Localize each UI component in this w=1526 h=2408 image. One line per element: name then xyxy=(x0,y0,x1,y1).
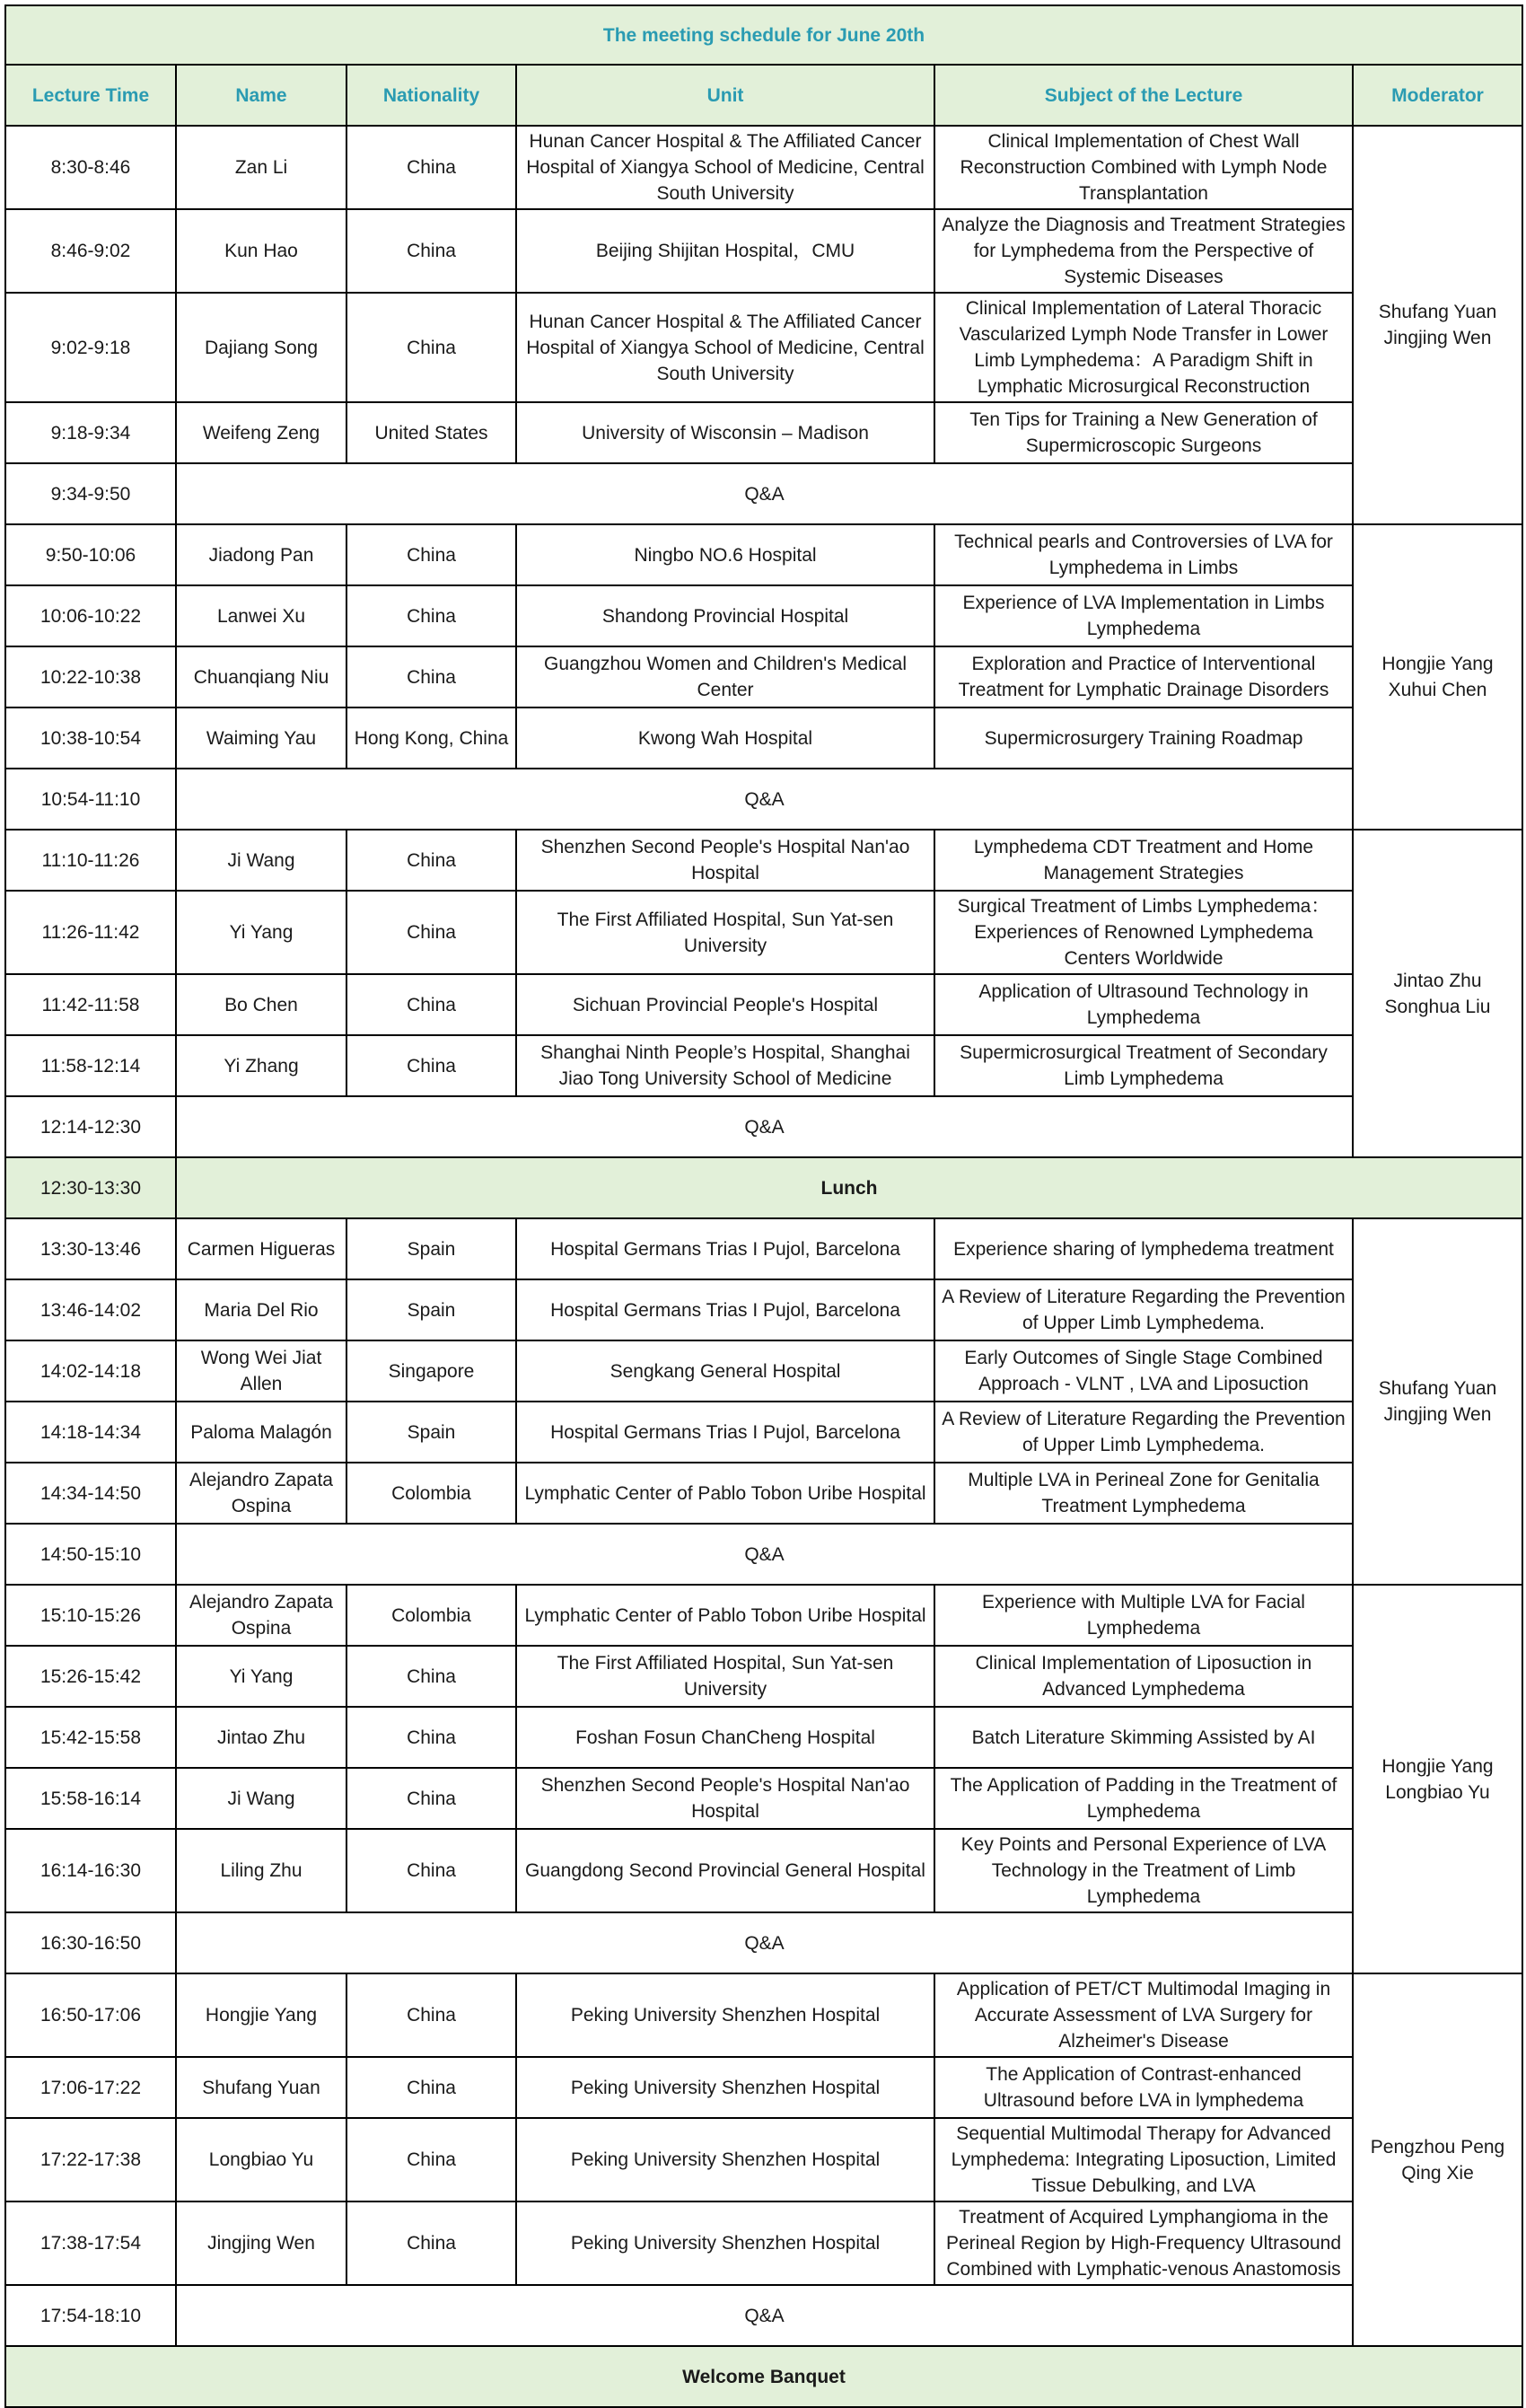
moderator-name: Xuhui Chen xyxy=(1388,680,1487,700)
speaker-unit: Peking University Shenzhen Hospital xyxy=(516,2201,934,2285)
moderator-name: Jintao Zhu xyxy=(1393,970,1482,991)
lecture-subject: Exploration and Practice of Interventional Treatment for Lymphatic Drainage Disorders xyxy=(934,646,1353,707)
lecture-subject: Batch Literature Skimming Assisted by AI xyxy=(934,1707,1353,1768)
speaker-unit: The First Affiliated Hospital, Sun Yat-sen University xyxy=(516,891,934,974)
qa-time: 17:54-18:10 xyxy=(5,2285,176,2346)
moderator-cell xyxy=(1353,830,1522,1157)
speaker-name: Wong Wei Jiat Allen xyxy=(176,1340,346,1402)
banquet-label: Welcome Banquet xyxy=(5,2346,1522,2407)
lecture-time: 17:06-17:22 xyxy=(5,2057,176,2118)
table-row xyxy=(5,1646,1522,1707)
lecture-subject: Key Points and Personal Experience of LVA Technology in the Treatment of Limb Lymphedema xyxy=(934,1829,1353,1912)
speaker-unit: Guangzhou Women and Children's Medical Center xyxy=(516,646,934,707)
moderator-name: Hongjie Yang xyxy=(1381,1755,1494,1777)
speaker-unit: Ningbo NO.6 Hospital xyxy=(516,524,934,585)
lecture-time: 10:06-10:22 xyxy=(5,585,176,646)
lecture-time: 17:38-17:54 xyxy=(5,2201,176,2285)
speaker-nationality: China xyxy=(346,126,516,209)
qa-time: 14:50-15:10 xyxy=(5,1524,176,1585)
lecture-subject: A Review of Literature Regarding the Prevention of Upper Limb Lymphedema. xyxy=(934,1279,1353,1340)
lecture-subject: Surgical Treatment of Limbs Lymphedema：Experiences of Renowned Lymphedema Centers Worldwide xyxy=(934,891,1353,974)
speaker-name: Lanwei Xu xyxy=(176,585,346,646)
lecture-time: 10:22-10:38 xyxy=(5,646,176,707)
table-row xyxy=(5,585,1522,646)
speaker-unit: Peking University Shenzhen Hospital xyxy=(516,2057,934,2118)
lecture-time: 8:30-8:46 xyxy=(5,126,176,209)
qa-time: 9:34-9:50 xyxy=(5,463,176,524)
speaker-nationality: China xyxy=(346,1768,516,1829)
lecture-time: 15:58-16:14 xyxy=(5,1768,176,1829)
speaker-unit: Shenzhen Second People's Hospital Nan'ao Hospital xyxy=(516,830,934,891)
speaker-name: Liling Zhu xyxy=(176,1829,346,1912)
header-nationality: Nationality xyxy=(346,65,516,126)
speaker-nationality: Colombia xyxy=(346,1463,516,1524)
speaker-unit: Shandong Provincial Hospital xyxy=(516,585,934,646)
table-row xyxy=(5,974,1522,1035)
lecture-subject: A Review of Literature Regarding the Prevention of Upper Limb Lymphedema. xyxy=(934,1402,1353,1463)
lecture-subject: Sequential Multimodal Therapy for Advanced Lymphedema: Integrating Liposuction, Limited Tissue Debulking, and LVA xyxy=(934,2118,1353,2201)
speaker-nationality: China xyxy=(346,2201,516,2285)
lecture-subject: Multiple LVA in Perineal Zone for Genitalia Treatment Lymphedema xyxy=(934,1463,1353,1524)
speaker-nationality: China xyxy=(346,585,516,646)
table-row xyxy=(5,1218,1522,1279)
header-lecture-time: Lecture Time xyxy=(5,65,176,126)
speaker-unit: Sichuan Provincial People's Hospital xyxy=(516,974,934,1035)
speaker-nationality: China xyxy=(346,830,516,891)
speaker-name: Hongjie Yang xyxy=(176,1973,346,2057)
lecture-time: 11:42-11:58 xyxy=(5,974,176,1035)
moderator-cell xyxy=(1353,1218,1522,1585)
table-row xyxy=(5,1973,1522,2057)
speaker-nationality: China xyxy=(346,524,516,585)
header-name: Name xyxy=(176,65,346,126)
table-row xyxy=(5,646,1522,707)
speaker-name: Maria Del Rio xyxy=(176,1279,346,1340)
table-row xyxy=(5,1585,1522,1646)
speaker-unit: Hunan Cancer Hospital & The Affiliated Cancer Hospital of Xiangya School of Medicine, Central South University xyxy=(516,126,934,209)
speaker-name: Carmen Higueras xyxy=(176,1218,346,1279)
speaker-unit: The First Affiliated Hospital, Sun Yat-sen University xyxy=(516,1646,934,1707)
lecture-subject: Experience sharing of lymphedema treatment xyxy=(934,1218,1353,1279)
speaker-name: Kun Hao xyxy=(176,209,346,293)
speaker-nationality: Spain xyxy=(346,1218,516,1279)
speaker-nationality: China xyxy=(346,2057,516,2118)
table-row xyxy=(5,1768,1522,1829)
speaker-name: Zan Li xyxy=(176,126,346,209)
lecture-subject: Clinical Implementation of Chest Wall Reconstruction Combined with Lymph Node Transplantation xyxy=(934,126,1353,209)
table-row xyxy=(5,293,1522,402)
speaker-name: Waiming Yau xyxy=(176,707,346,769)
qa-row xyxy=(5,1524,1522,1585)
lecture-subject: Experience of LVA Implementation in Limbs Lymphedema xyxy=(934,585,1353,646)
lecture-time: 14:18-14:34 xyxy=(5,1402,176,1463)
lecture-subject: Clinical Implementation of Lateral Thoracic Vascularized Lymph Node Transfer in Lower Limb Lymphedema：A Paradigm Shift in Lymphatic Microsurgical Reconstruction xyxy=(934,293,1353,402)
speaker-nationality: Singapore xyxy=(346,1340,516,1402)
table-row xyxy=(5,891,1522,974)
table-row xyxy=(5,1402,1522,1463)
table-row xyxy=(5,1707,1522,1768)
qa-row xyxy=(5,1096,1522,1157)
header-row xyxy=(5,65,1522,126)
speaker-nationality: Colombia xyxy=(346,1585,516,1646)
lecture-time: 13:30-13:46 xyxy=(5,1218,176,1279)
speaker-nationality: China xyxy=(346,1035,516,1096)
lecture-time: 15:10-15:26 xyxy=(5,1585,176,1646)
speaker-unit: Guangdong Second Provincial General Hospital xyxy=(516,1829,934,1912)
qa-label: Q&A xyxy=(176,1912,1353,1973)
table-row xyxy=(5,2057,1522,2118)
qa-time: 12:14-12:30 xyxy=(5,1096,176,1157)
lecture-time: 15:26-15:42 xyxy=(5,1646,176,1707)
qa-time: 10:54-11:10 xyxy=(5,769,176,830)
speaker-name: Jintao Zhu xyxy=(176,1707,346,1768)
table-row xyxy=(5,707,1522,769)
lecture-subject: Experience with Multiple LVA for Facial Lymphedema xyxy=(934,1585,1353,1646)
qa-row xyxy=(5,463,1522,524)
moderator-name: Longbiao Yu xyxy=(1385,1781,1490,1803)
qa-label: Q&A xyxy=(176,769,1353,830)
speaker-unit: Hospital Germans Trias I Pujol, Barcelona xyxy=(516,1218,934,1279)
lecture-time: 11:26-11:42 xyxy=(5,891,176,974)
lecture-time: 8:46-9:02 xyxy=(5,209,176,293)
speaker-nationality: China xyxy=(346,891,516,974)
speaker-name: Ji Wang xyxy=(176,1768,346,1829)
lecture-subject: Application of Ultrasound Technology in Lymphedema xyxy=(934,974,1353,1035)
lecture-time: 10:38-10:54 xyxy=(5,707,176,769)
qa-label: Q&A xyxy=(176,1524,1353,1585)
speaker-unit: Beijing Shijitan Hospital，CMU xyxy=(516,209,934,293)
table-row xyxy=(5,2118,1522,2201)
moderator-name: Hongjie Yang xyxy=(1381,654,1494,674)
lecture-time: 9:02-9:18 xyxy=(5,293,176,402)
table-row xyxy=(5,1463,1522,1524)
moderator-cell xyxy=(1353,1585,1522,1973)
speaker-unit: Kwong Wah Hospital xyxy=(516,707,934,769)
moderator-name: Pengzhou Peng xyxy=(1370,2136,1505,2158)
speaker-name: Yi Yang xyxy=(176,1646,346,1707)
lunch-row xyxy=(5,1157,1522,1218)
table-row xyxy=(5,1035,1522,1096)
qa-label: Q&A xyxy=(176,2285,1353,2346)
lecture-time: 16:50-17:06 xyxy=(5,1973,176,2057)
schedule-body xyxy=(5,126,1522,2407)
moderator-cell xyxy=(1353,126,1522,524)
speaker-nationality: Spain xyxy=(346,1402,516,1463)
lecture-time: 11:58-12:14 xyxy=(5,1035,176,1096)
lecture-subject: Treatment of Acquired Lymphangioma in the Perineal Region by High-Frequency Ultrasound Combined with Lymphatic-venous Anastomosis xyxy=(934,2201,1353,2285)
speaker-name: Paloma Malagón xyxy=(176,1402,346,1463)
lecture-subject: Analyze the Diagnosis and Treatment Strategies for Lymphedema from the Perspective of Systemic Diseases xyxy=(934,209,1353,293)
qa-label: Q&A xyxy=(176,1096,1353,1157)
lecture-subject: Ten Tips for Training a New Generation of Supermicroscopic Surgeons xyxy=(934,402,1353,463)
speaker-unit: Peking University Shenzhen Hospital xyxy=(516,2118,934,2201)
lecture-time: 17:22-17:38 xyxy=(5,2118,176,2201)
speaker-name: Weifeng Zeng xyxy=(176,402,346,463)
speaker-nationality: China xyxy=(346,646,516,707)
page-title: The meeting schedule for June 20th xyxy=(5,5,1522,65)
qa-row xyxy=(5,769,1522,830)
qa-label: Q&A xyxy=(176,463,1353,524)
speaker-nationality: China xyxy=(346,1707,516,1768)
lecture-subject: Supermicrosurgery Training Roadmap xyxy=(934,707,1353,769)
speaker-unit: University of Wisconsin – Madison xyxy=(516,402,934,463)
speaker-nationality: China xyxy=(346,974,516,1035)
lecture-time: 9:18-9:34 xyxy=(5,402,176,463)
speaker-nationality: China xyxy=(346,293,516,402)
table-row xyxy=(5,2201,1522,2285)
qa-time: 16:30-16:50 xyxy=(5,1912,176,1973)
lecture-time: 16:14-16:30 xyxy=(5,1829,176,1912)
lecture-subject: The Application of Contrast-enhanced Ultrasound before LVA in lymphedema xyxy=(934,2057,1353,2118)
lunch-label: Lunch xyxy=(176,1157,1522,1218)
speaker-unit: Sengkang General Hospital xyxy=(516,1340,934,1402)
table-row xyxy=(5,402,1522,463)
speaker-unit: Hunan Cancer Hospital & The Affiliated Cancer Hospital of Xiangya School of Medicine, Central South University xyxy=(516,293,934,402)
speaker-nationality: Hong Kong, China xyxy=(346,707,516,769)
speaker-unit: Lymphatic Center of Pablo Tobon Uribe Hospital xyxy=(516,1585,934,1646)
lunch-time: 12:30-13:30 xyxy=(5,1157,176,1218)
speaker-name: Bo Chen xyxy=(176,974,346,1035)
speaker-unit: Foshan Fosun ChanCheng Hospital xyxy=(516,1707,934,1768)
moderator-name: Shufang Yuan xyxy=(1378,1378,1497,1399)
lecture-time: 14:02-14:18 xyxy=(5,1340,176,1402)
speaker-name: Yi Yang xyxy=(176,891,346,974)
lecture-subject: The Application of Padding in the Treatment of Lymphedema xyxy=(934,1768,1353,1829)
qa-row xyxy=(5,1912,1522,1973)
speaker-unit: Peking University Shenzhen Hospital xyxy=(516,1973,934,2057)
table-row xyxy=(5,1829,1522,1912)
speaker-unit: Lymphatic Center of Pablo Tobon Uribe Hospital xyxy=(516,1463,934,1524)
speaker-name: Dajiang Song xyxy=(176,293,346,402)
speaker-name: Shufang Yuan xyxy=(176,2057,346,2118)
lecture-subject: Lymphedema CDT Treatment and Home Management Strategies xyxy=(934,830,1353,891)
moderator-name: Qing Xie xyxy=(1401,2162,1474,2184)
lecture-time: 9:50-10:06 xyxy=(5,524,176,585)
speaker-nationality: China xyxy=(346,2118,516,2201)
table-row xyxy=(5,830,1522,891)
speaker-name: Longbiao Yu xyxy=(176,2118,346,2201)
lecture-subject: Early Outcomes of Single Stage Combined Approach - VLNT , LVA and Liposuction xyxy=(934,1340,1353,1402)
speaker-name: Jingjing Wen xyxy=(176,2201,346,2285)
speaker-name: Chuanqiang Niu xyxy=(176,646,346,707)
speaker-name: Alejandro Zapata Ospina xyxy=(176,1585,346,1646)
moderator-cell xyxy=(1353,1973,1522,2346)
speaker-nationality: China xyxy=(346,209,516,293)
speaker-unit: Hospital Germans Trias I Pujol, Barcelona xyxy=(516,1279,934,1340)
speaker-name: Ji Wang xyxy=(176,830,346,891)
speaker-nationality: United States xyxy=(346,402,516,463)
header-moderator: Moderator xyxy=(1353,65,1522,126)
moderator-cell xyxy=(1353,524,1522,830)
speaker-unit: Shanghai Ninth People’s Hospital, Shanghai Jiao Tong University School of Medicine xyxy=(516,1035,934,1096)
table-row xyxy=(5,126,1522,209)
lecture-time: 15:42-15:58 xyxy=(5,1707,176,1768)
banquet-row xyxy=(5,2346,1522,2407)
speaker-name: Alejandro Zapata Ospina xyxy=(176,1463,346,1524)
table-row xyxy=(5,524,1522,585)
moderator-name: Jingjing Wen xyxy=(1383,1404,1492,1425)
speaker-nationality: China xyxy=(346,1829,516,1912)
lecture-time: 13:46-14:02 xyxy=(5,1279,176,1340)
speaker-name: Yi Zhang xyxy=(176,1035,346,1096)
table-row xyxy=(5,1279,1522,1340)
qa-row xyxy=(5,2285,1522,2346)
lecture-subject: Supermicrosurgical Treatment of Secondary Limb Lymphedema xyxy=(934,1035,1353,1096)
table-row xyxy=(5,1340,1522,1402)
speaker-nationality: Spain xyxy=(346,1279,516,1340)
moderator-name: Jingjing Wen xyxy=(1383,328,1492,348)
speaker-name: Jiadong Pan xyxy=(176,524,346,585)
lecture-subject: Clinical Implementation of Liposuction in Advanced Lymphedema xyxy=(934,1646,1353,1707)
lecture-subject: Application of PET/CT Multimodal Imaging in Accurate Assessment of LVA Surgery for Alzheimer's Disease xyxy=(934,1973,1353,2057)
table-row xyxy=(5,209,1522,293)
speaker-unit: Shenzhen Second People's Hospital Nan'ao Hospital xyxy=(516,1768,934,1829)
moderator-name: Songhua Liu xyxy=(1384,996,1491,1017)
speaker-nationality: China xyxy=(346,1973,516,2057)
header-subject: Subject of the Lecture xyxy=(934,65,1353,126)
schedule-table xyxy=(4,4,1523,2408)
speaker-unit: Hospital Germans Trias I Pujol, Barcelona xyxy=(516,1402,934,1463)
moderator-name: Shufang Yuan xyxy=(1378,302,1497,322)
lecture-time: 14:34-14:50 xyxy=(5,1463,176,1524)
lecture-subject: Technical pearls and Controversies of LVA for Lymphedema in Limbs xyxy=(934,524,1353,585)
schedule-page xyxy=(4,4,1522,2408)
header-unit: Unit xyxy=(516,65,934,126)
speaker-nationality: China xyxy=(346,1646,516,1707)
lecture-time: 11:10-11:26 xyxy=(5,830,176,891)
